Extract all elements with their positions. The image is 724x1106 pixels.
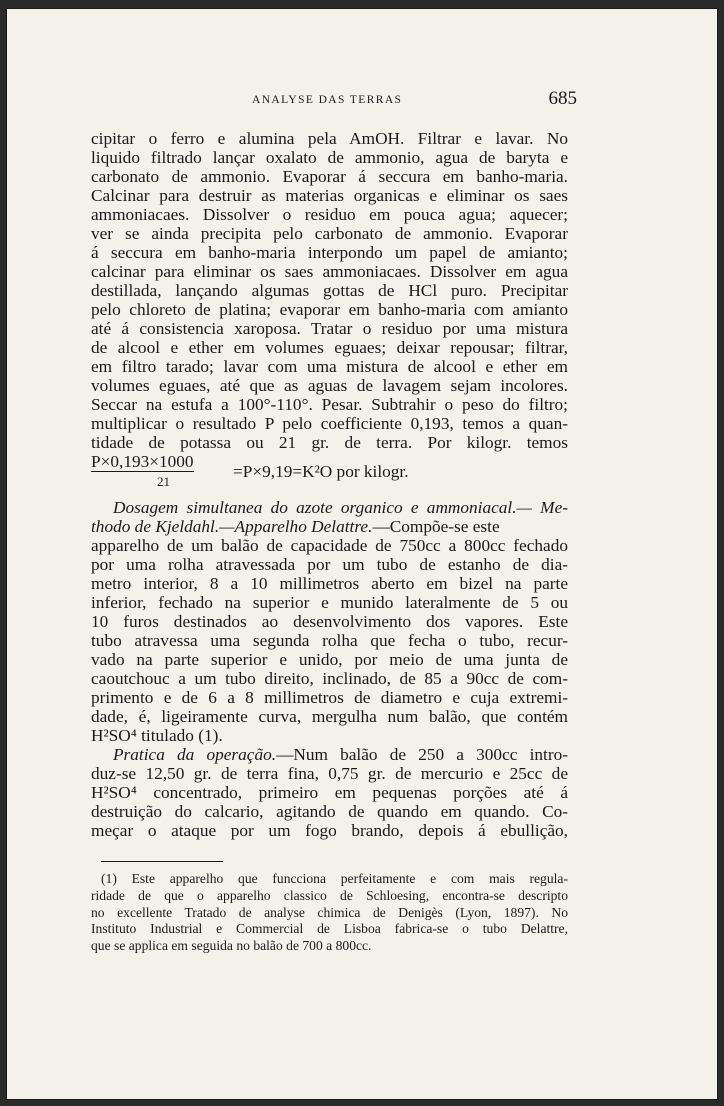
paragraph-line: em filtro tarado; lavar com uma mistura de alcool e ether em <box>91 357 568 376</box>
section-heading: Pratica da operação.—Num balão de 250 a 300cc intro- <box>113 745 568 764</box>
paragraph-line: calcinar para eliminar os saes ammoniacaes. Dissolver em agua <box>91 262 568 281</box>
paragraph-line: multiplicar o resultado P pelo coefficiente 0,193, temos a quan- <box>91 414 568 433</box>
formula-numerator: P×0,193×1000 <box>91 452 194 471</box>
body-text <box>91 129 568 840</box>
paragraph-line: liquido filtrado lançar oxalato de ammonio, agua de baryta e <box>91 148 568 167</box>
paragraph-line: caoutchouc a um tubo direito, inclinado, de 85 a 90cc de com- <box>91 669 568 688</box>
formula <box>91 452 568 492</box>
footnote-line: Instituto Industrial e Commercial de Lisboa fabrica-se o tubo Delattre, <box>91 921 568 937</box>
paragraph-line: H²SO⁴ concentrado, primeiro em pequenas porções até á <box>91 783 568 802</box>
section-heading: Dosagem simultanea do azote organico e ammoniacal.— Me- <box>113 498 568 517</box>
paragraph-line: volumes eguaes, até que as aguas de lavagem sejam incolores. <box>91 376 568 395</box>
paragraph-line: destillada, lançando algumas gottas de HCl puro. Precipitar <box>91 281 568 300</box>
running-header <box>252 88 577 109</box>
paragraph-line: carbonato de ammonio. Evaporar á seccura em banho-maria. <box>91 167 568 186</box>
paragraph-line: por uma rolha atravessada por um tubo de estanho de dia- <box>91 555 568 574</box>
footnote-line: (1) Este apparelho que funcciona perfeitamente e com mais regula- <box>101 871 568 886</box>
paragraph-line: Seccar na estufa a 100°-110°. Pesar. Subtrahir o peso do filtro; <box>91 395 568 414</box>
paragraph-line: duz-se 12,50 gr. de terra fina, 0,75 gr. de mercurio e 25cc de <box>91 764 568 783</box>
paragraph-line: primento e de 6 a 8 millimetros de diametro e cuja extremi- <box>91 688 568 707</box>
paragraph-line: de alcool e ether em volumes eguaes; deixar repousar; filtrar, <box>91 338 568 357</box>
footnote-line: que se applica em seguida no balão de 700 a 800cc. <box>91 938 372 954</box>
book-page <box>6 8 718 1100</box>
footnote-line: ridade de que o apparelho classico de Schloesing, encontra-se descripto <box>91 887 568 903</box>
page-number: 685 <box>548 88 577 109</box>
formula-denominator: 21 <box>157 474 170 489</box>
footnote <box>91 871 568 955</box>
paragraph-line: tidade de potassa ou 21 gr. de terra. Por kilogr. temos <box>91 433 568 452</box>
paragraph-line: pelo chloreto de platina; evaporar em banho-maria com amianto <box>91 300 568 319</box>
paragraph-line: vado na parte superior e unido, por meio de uma junta de <box>91 650 568 669</box>
formula-result: =P×9,19=K²O por kilogr. <box>233 462 409 481</box>
paragraph-line: cipitar o ferro e alumina pela AmOH. Filtrar e lavar. No <box>91 129 568 148</box>
paragraph-line: meçar o ataque por um fogo brando, depois á ebullição, <box>91 821 568 840</box>
footnote-line: no excellente Tratado de analyse chimica de Denigès (Lyon, 1897). No <box>91 904 568 920</box>
paragraph-line: ammoniacaes. Dissolver o residuo em pouca agua; aquecer; <box>91 205 568 224</box>
paragraph-line: H²SO⁴ titulado (1). <box>91 726 223 745</box>
running-title: ANALYSE DAS TERRAS <box>252 94 403 106</box>
paragraph-line: dade, é, ligeiramente curva, mergulha num balão, que contém <box>91 707 568 726</box>
section-heading-continued: thodo de Kjeldahl.—Apparelho Delattre.—Compõe-se este <box>91 517 500 536</box>
paragraph-line: inferior, fechado na superior e munido lateralmente de 5 ou <box>91 593 568 612</box>
paragraph-line: 10 furos destinados ao desenvolvimento dos vapores. Este <box>91 612 568 631</box>
paragraph-line: á seccura em banho-maria interpondo um papel de amianto; <box>91 243 568 262</box>
paragraph-line: metro interior, 8 a 10 millimetros aberto em bizel na parte <box>91 574 568 593</box>
paragraph-line: tubo atravessa uma segunda rolha que fecha o tubo, recur- <box>91 631 568 650</box>
paragraph-line: ver se ainda precipita pelo carbonato de ammonio. Evaporar <box>91 224 568 243</box>
paragraph-line: destruição do calcario, agitando de quando em quando. Co- <box>91 802 568 821</box>
paragraph-line: Calcinar para destruir as materias organicas e eliminar os saes <box>91 186 568 205</box>
footnote-divider <box>101 861 223 862</box>
paragraph-line: apparelho de um balão de capacidade de 750cc a 800cc fechado <box>91 536 568 555</box>
paragraph-line: até á consistencia xaroposa. Tratar o residuo por uma mistura <box>91 319 568 338</box>
